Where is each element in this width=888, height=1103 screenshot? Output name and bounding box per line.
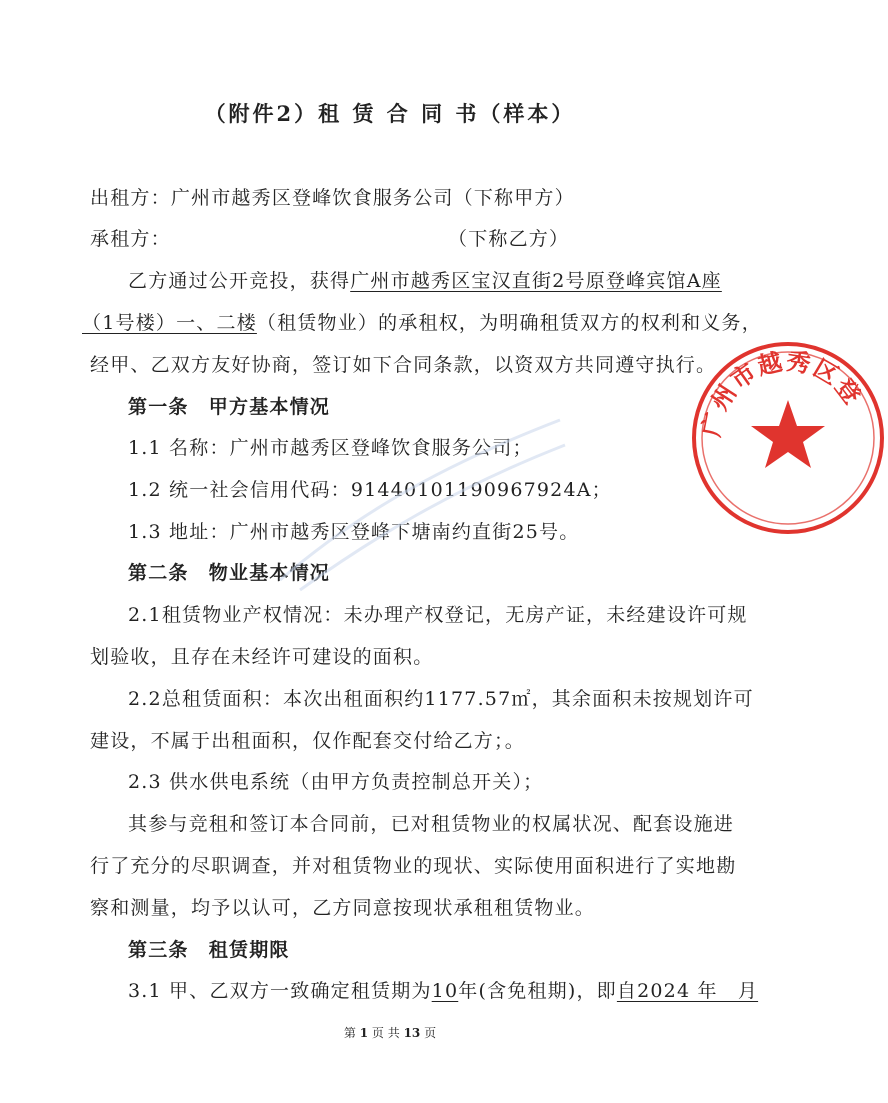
intro-line-3: 经甲、乙双方友好协商，签订如下合同条款，以资双方共同遵守执行。 [90, 354, 717, 376]
leased-property-floors: （1号楼）一、二楼 [82, 312, 257, 334]
article-3-heading: 第三条 租赁期限 [128, 939, 290, 961]
article-2-p2-line-2: 建设，不属于出租面积，仅作配套交付给乙方；。 [90, 730, 525, 752]
article-3-p1: 3.1 甲、乙双方一致确定租赁期为10年(含免租期)，即自2024 年 月 [128, 980, 759, 1002]
lessor-label: 出租方： [90, 187, 171, 209]
article-2-p2-line-1: 2.2总租赁面积：本次出租面积约1177.57㎡，其余面积未按规划许可 [128, 688, 754, 710]
article-1-item-2: 1.2 统一社会信用代码：91440101190967924A； [128, 479, 612, 501]
article-2-p1-line-2: 划验收，且存在未经许可建设的面积。 [90, 646, 434, 668]
lessee-label: 承租方： [90, 228, 171, 250]
article-2-p4-line-3: 察和测量，均予以认可，乙方同意按现状承租租赁物业。 [90, 897, 596, 919]
seal-text: 广州市越秀区登 [696, 346, 869, 439]
seal-star-icon [751, 400, 825, 468]
article-1-heading: 第一条 甲方基本情况 [128, 396, 331, 418]
lessor-name: 广州市越秀区登峰饮食服务公司 [170, 187, 454, 209]
article-1-item-1: 1.1 名称：广州市越秀区登峰饮食服务公司； [128, 437, 533, 459]
lessor-line [90, 185, 575, 211]
lessor-alias: （下称甲方） [453, 187, 575, 209]
article-2-p1-line-1: 2.1租赁物业产权情况：未办理产权登记，无房产证，未经建设许可规 [128, 604, 748, 626]
lease-years: 10 [431, 980, 459, 1002]
article-2-p4-line-1: 其参与竞租和签订本合同前，已对租赁物业的权属状况、配套设施进 [128, 813, 735, 835]
lessee-line [90, 226, 171, 252]
lease-start-date: 自2024 年 月 [616, 980, 759, 1002]
page-title: （附件2）租 赁 合 同 书（样本） [204, 101, 576, 126]
article-2-p3: 2.3 供水供电系统（由甲方负责控制总开关）； [128, 771, 544, 793]
total-pages: 13 [403, 1026, 421, 1040]
leased-property-address: 广州市越秀区宝汉直街2号原登峰宾馆A座 [350, 270, 722, 292]
intro-line-1: 乙方通过公开竞投，获得广州市越秀区宝汉直街2号原登峰宾馆A座 [128, 270, 722, 292]
article-2-p4-line-2: 行了充分的尽职调查，并对租赁物业的现状、实际使用面积进行了实地勘 [90, 855, 737, 877]
lessee-alias: （下称乙方） [448, 228, 570, 250]
page-footer: 第 1 页 共 13 页 [343, 1026, 437, 1040]
intro-line-2: （1号楼）一、二楼（租赁物业）的承租权，为明确租赁双方的权利和义务， [82, 312, 762, 334]
article-1-item-3: 1.3 地址：广州市越秀区登峰下塘南约直街25号。 [128, 521, 580, 543]
company-seal [688, 338, 888, 538]
article-2-heading: 第二条 物业基本情况 [128, 562, 331, 584]
current-page-number: 1 [359, 1026, 369, 1040]
